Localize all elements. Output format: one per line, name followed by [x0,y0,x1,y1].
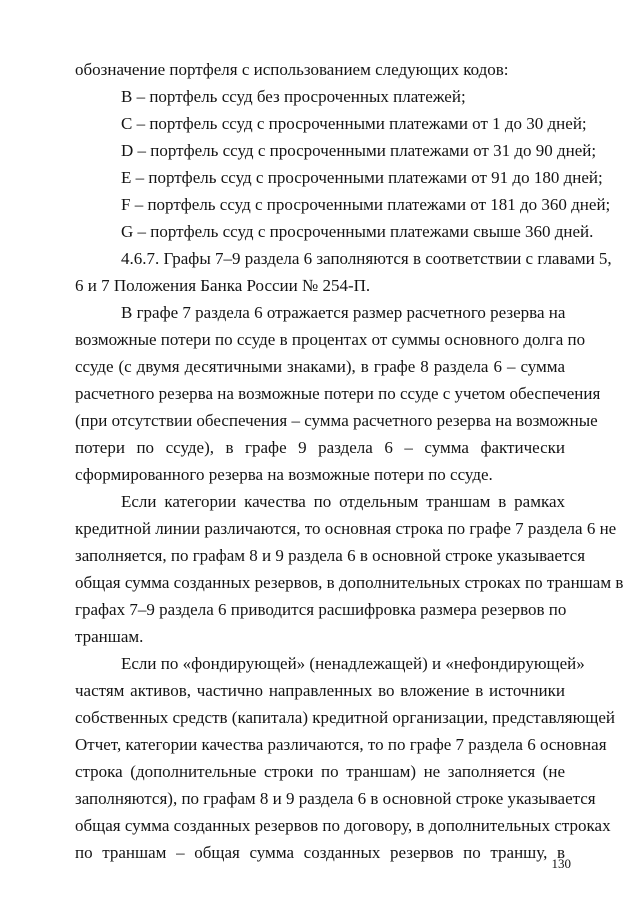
text-line: Отчет, категории качества различаются, то по графе 7 раздела 6 основная [75,735,607,754]
text-line: В графе 7 раздела 6 отражается размер расчетного резерва на [121,303,566,322]
text-line: 4.6.7. Графы 7–9 раздела 6 заполняются в соответствии с главами 5, [121,249,612,268]
list-item-code-b: B – портфель ссуд без просроченных платежей; [121,87,466,106]
text-line: общая сумма созданных резервов по договору, в дополнительных строках [75,816,611,835]
text-line: Если по «фондирующей» (ненадлежащей) и «нефондирующей» [121,654,585,673]
text-line: заполняется, по графам 8 и 9 раздела 6 в основной строке указывается [75,546,586,565]
page-number: 130 [551,856,571,871]
text-line: потери по ссуде), в графе 9 раздела 6 – сумма фактически [75,438,565,457]
text-line: Если категории качества по отдельным траншам в рамках [121,492,565,511]
list-item-code-f: F – портфель ссуд с просроченными платежами от 181 до 360 дней; [121,195,611,214]
text-line: возможные потери по ссуде в процентах от суммы основного долга по [75,330,586,349]
text-line: общая сумма созданных резервов, в дополнительных строках по траншам в [75,573,624,592]
list-item-code-c: C – портфель ссуд с просроченными платежами от 1 до 30 дней; [121,114,587,133]
text-line: по траншам – общая сумма созданных резервов по траншу, в [75,843,565,862]
list-item-code-d: D – портфель ссуд с просроченными платежами от 31 до 90 дней; [121,141,597,160]
text-line: траншам. [75,627,144,646]
text-line: 6 и 7 Положения Банка России № 254-П. [75,276,371,295]
text-line: (при отсутствии обеспечения – сумма расчетного резерва на возможные [75,411,598,430]
text-line: частям активов, частично направленных во вложение в источники [75,681,565,700]
text-line: сформированного резерва на возможные потери по ссуде. [75,465,493,484]
list-item-code-e: E – портфель ссуд с просроченными платежами от 91 до 180 дней; [121,168,603,187]
text-line: строка (дополнительные строки по траншам) не заполняется (не [75,762,565,781]
text-line: заполняются), по графам 8 и 9 раздела 6 в основной строке указывается [75,789,596,808]
text-line: обозначение портфеля с использованием следующих кодов: [75,60,509,79]
text-line: графах 7–9 раздела 6 приводится расшифровка размера резервов по [75,600,567,619]
text-line: кредитной линии различаются, то основная строка по графе 7 раздела 6 не [75,519,617,538]
text-line: собственных средств (капитала) кредитной организации, представляющей [75,708,616,727]
text-line: расчетного резерва на возможные потери по ссуде с учетом обеспечения [75,384,601,403]
list-item-code-g: G – портфель ссуд с просроченными платежами свыше 360 дней. [121,222,594,241]
text-line: ссуде (с двумя десятичными знаками), в графе 8 раздела 6 – сумма [75,357,565,376]
